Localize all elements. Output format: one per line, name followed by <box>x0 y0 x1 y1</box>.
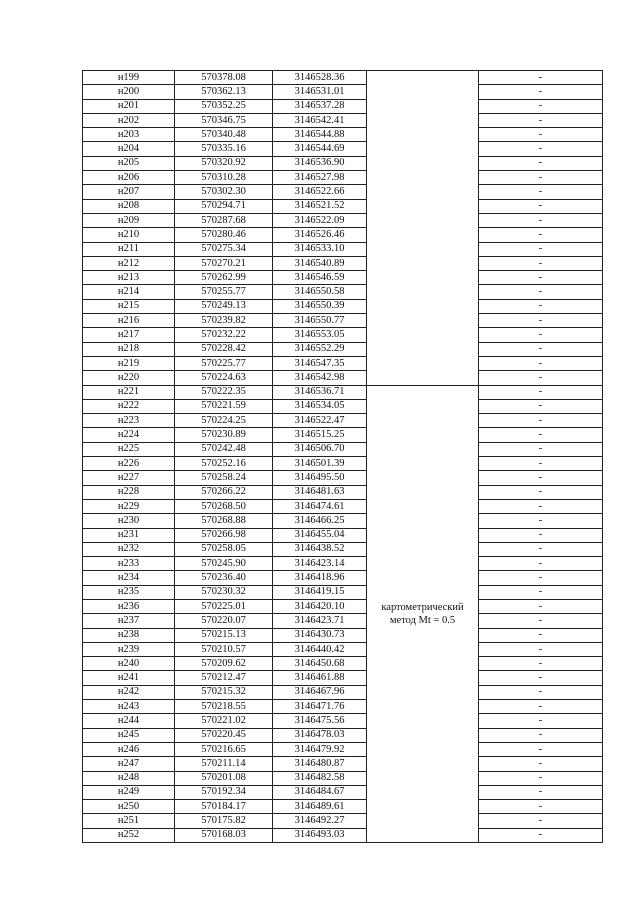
table-row <box>83 642 603 656</box>
table-row <box>83 614 603 628</box>
dash-cell: - <box>479 628 603 642</box>
x-coordinate-cell: 570275.34 <box>175 242 273 256</box>
dash-cell: - <box>479 514 603 528</box>
table-row <box>83 242 603 256</box>
y-coordinate-cell: 3146521.52 <box>273 199 367 213</box>
x-coordinate-cell: 570340.48 <box>175 128 273 142</box>
y-coordinate-cell: 3146493.03 <box>273 828 367 842</box>
method-label-line2: метод Mt = 0.5 <box>389 615 456 627</box>
table-row <box>83 328 603 342</box>
point-id-cell: н234 <box>83 571 175 585</box>
dash-cell: - <box>479 742 603 756</box>
y-coordinate-cell: 3146537.28 <box>273 99 367 113</box>
x-coordinate-cell: 570218.55 <box>175 700 273 714</box>
point-id-cell: н216 <box>83 314 175 328</box>
y-coordinate-cell: 3146471.76 <box>273 700 367 714</box>
x-coordinate-cell: 570262.99 <box>175 271 273 285</box>
y-coordinate-cell: 3146474.61 <box>273 499 367 513</box>
y-coordinate-cell: 3146506.70 <box>273 442 367 456</box>
dash-cell: - <box>479 99 603 113</box>
y-coordinate-cell: 3146522.47 <box>273 414 367 428</box>
y-coordinate-cell: 3146484.67 <box>273 785 367 799</box>
dash-cell: - <box>479 657 603 671</box>
point-id-cell: н219 <box>83 356 175 370</box>
x-coordinate-cell: 570228.42 <box>175 342 273 356</box>
x-coordinate-cell: 570209.62 <box>175 657 273 671</box>
table-row <box>83 285 603 299</box>
x-coordinate-cell: 570294.71 <box>175 199 273 213</box>
dash-cell: - <box>479 228 603 242</box>
point-id-cell: н221 <box>83 385 175 399</box>
dash-cell: - <box>479 171 603 185</box>
dash-cell: - <box>479 128 603 142</box>
x-coordinate-cell: 570245.90 <box>175 557 273 571</box>
x-coordinate-cell: 570212.47 <box>175 671 273 685</box>
dash-cell: - <box>479 185 603 199</box>
point-id-cell: н209 <box>83 213 175 227</box>
dash-cell: - <box>479 642 603 656</box>
dash-cell: - <box>479 700 603 714</box>
point-id-cell: н201 <box>83 99 175 113</box>
point-id-cell: н227 <box>83 471 175 485</box>
x-coordinate-cell: 570266.98 <box>175 528 273 542</box>
y-coordinate-cell: 3146547.35 <box>273 356 367 370</box>
table-row <box>83 356 603 370</box>
dash-cell: - <box>479 614 603 628</box>
y-coordinate-cell: 3146420.10 <box>273 599 367 613</box>
table-row <box>83 700 603 714</box>
table-row <box>83 299 603 313</box>
x-coordinate-cell: 570270.21 <box>175 256 273 270</box>
dash-cell: - <box>479 757 603 771</box>
table-row <box>83 128 603 142</box>
point-id-cell: н247 <box>83 757 175 771</box>
point-id-cell: н231 <box>83 528 175 542</box>
dash-cell: - <box>479 256 603 270</box>
x-coordinate-cell: 570220.07 <box>175 614 273 628</box>
x-coordinate-cell: 570225.01 <box>175 599 273 613</box>
table-row <box>83 85 603 99</box>
y-coordinate-cell: 3146423.14 <box>273 557 367 571</box>
point-id-cell: н224 <box>83 428 175 442</box>
point-id-cell: н204 <box>83 142 175 156</box>
table-row <box>83 828 603 842</box>
table-row <box>83 771 603 785</box>
y-coordinate-cell: 3146423.71 <box>273 614 367 628</box>
point-id-cell: н218 <box>83 342 175 356</box>
table-row <box>83 428 603 442</box>
dash-cell: - <box>479 599 603 613</box>
y-coordinate-cell: 3146546.59 <box>273 271 367 285</box>
dash-cell: - <box>479 528 603 542</box>
point-id-cell: н250 <box>83 800 175 814</box>
point-id-cell: н245 <box>83 728 175 742</box>
dash-cell: - <box>479 414 603 428</box>
x-coordinate-cell: 570268.88 <box>175 514 273 528</box>
table-row <box>83 800 603 814</box>
method-label-line1: картометрический <box>381 602 464 614</box>
table-row <box>83 342 603 356</box>
y-coordinate-cell: 3146440.42 <box>273 642 367 656</box>
y-coordinate-cell: 3146438.52 <box>273 542 367 556</box>
x-coordinate-cell: 570215.32 <box>175 685 273 699</box>
table-row <box>83 414 603 428</box>
x-coordinate-cell: 570258.24 <box>175 471 273 485</box>
dash-cell: - <box>479 71 603 85</box>
dash-cell: - <box>479 314 603 328</box>
x-coordinate-cell: 570221.02 <box>175 714 273 728</box>
x-coordinate-cell: 570266.22 <box>175 485 273 499</box>
dash-cell: - <box>479 285 603 299</box>
dash-cell: - <box>479 356 603 370</box>
y-coordinate-cell: 3146419.15 <box>273 585 367 599</box>
point-id-cell: н202 <box>83 113 175 127</box>
y-coordinate-cell: 3146495.50 <box>273 471 367 485</box>
x-coordinate-cell: 570225.77 <box>175 356 273 370</box>
dash-cell: - <box>479 242 603 256</box>
y-coordinate-cell: 3146466.25 <box>273 514 367 528</box>
table-row <box>83 814 603 828</box>
table-row <box>83 156 603 170</box>
coordinates-table-body <box>83 71 603 843</box>
y-coordinate-cell: 3146540.89 <box>273 256 367 270</box>
y-coordinate-cell: 3146531.01 <box>273 85 367 99</box>
point-id-cell: н251 <box>83 814 175 828</box>
x-coordinate-cell: 570239.82 <box>175 314 273 328</box>
dash-cell: - <box>479 728 603 742</box>
dash-cell: - <box>479 399 603 413</box>
y-coordinate-cell: 3146533.10 <box>273 242 367 256</box>
y-coordinate-cell: 3146489.61 <box>273 800 367 814</box>
table-row <box>83 599 603 613</box>
dash-cell: - <box>479 542 603 556</box>
table-row <box>83 442 603 456</box>
x-coordinate-cell: 570230.32 <box>175 585 273 599</box>
point-id-cell: н242 <box>83 685 175 699</box>
table-row <box>83 728 603 742</box>
point-id-cell: н237 <box>83 614 175 628</box>
y-coordinate-cell: 3146553.05 <box>273 328 367 342</box>
table-row <box>83 371 603 385</box>
y-coordinate-cell: 3146430.73 <box>273 628 367 642</box>
point-id-cell: н241 <box>83 671 175 685</box>
dash-cell: - <box>479 113 603 127</box>
dash-cell: - <box>479 85 603 99</box>
point-id-cell: н215 <box>83 299 175 313</box>
y-coordinate-cell: 3146479.92 <box>273 742 367 756</box>
table-row <box>83 671 603 685</box>
x-coordinate-cell: 570346.75 <box>175 113 273 127</box>
x-coordinate-cell: 570335.16 <box>175 142 273 156</box>
point-id-cell: н210 <box>83 228 175 242</box>
y-coordinate-cell: 3146461.88 <box>273 671 367 685</box>
table-row <box>83 757 603 771</box>
y-coordinate-cell: 3146480.87 <box>273 757 367 771</box>
y-coordinate-cell: 3146536.71 <box>273 385 367 399</box>
point-id-cell: н205 <box>83 156 175 170</box>
x-coordinate-cell: 570280.46 <box>175 228 273 242</box>
table-row <box>83 514 603 528</box>
y-coordinate-cell: 3146455.04 <box>273 528 367 542</box>
x-coordinate-cell: 570168.03 <box>175 828 273 842</box>
point-id-cell: н217 <box>83 328 175 342</box>
dash-cell: - <box>479 485 603 499</box>
dash-cell: - <box>479 299 603 313</box>
point-id-cell: н232 <box>83 542 175 556</box>
table-row <box>83 385 603 399</box>
x-coordinate-cell: 570224.25 <box>175 414 273 428</box>
point-id-cell: н203 <box>83 128 175 142</box>
x-coordinate-cell: 570236.40 <box>175 571 273 585</box>
y-coordinate-cell: 3146552.29 <box>273 342 367 356</box>
point-id-cell: н229 <box>83 499 175 513</box>
point-id-cell: н213 <box>83 271 175 285</box>
y-coordinate-cell: 3146542.98 <box>273 371 367 385</box>
table-row <box>83 457 603 471</box>
point-id-cell: н252 <box>83 828 175 842</box>
point-id-cell: н207 <box>83 185 175 199</box>
x-coordinate-cell: 570175.82 <box>175 814 273 828</box>
x-coordinate-cell: 570258.05 <box>175 542 273 556</box>
y-coordinate-cell: 3146536.90 <box>273 156 367 170</box>
dash-cell: - <box>479 771 603 785</box>
dash-cell: - <box>479 371 603 385</box>
x-coordinate-cell: 570222.35 <box>175 385 273 399</box>
table-row <box>83 228 603 242</box>
table-row <box>83 185 603 199</box>
table-row <box>83 99 603 113</box>
y-coordinate-cell: 3146475.56 <box>273 714 367 728</box>
dash-cell: - <box>479 499 603 513</box>
y-coordinate-cell: 3146534.05 <box>273 399 367 413</box>
x-coordinate-cell: 570232.22 <box>175 328 273 342</box>
dash-cell: - <box>479 800 603 814</box>
table-row <box>83 71 603 85</box>
y-coordinate-cell: 3146501.39 <box>273 457 367 471</box>
y-coordinate-cell: 3146550.77 <box>273 314 367 328</box>
method-cell <box>367 385 479 843</box>
dash-cell: - <box>479 142 603 156</box>
point-id-cell: н249 <box>83 785 175 799</box>
point-id-cell: н238 <box>83 628 175 642</box>
point-id-cell: н239 <box>83 642 175 656</box>
dash-cell: - <box>479 785 603 799</box>
table-row <box>83 542 603 556</box>
table-row <box>83 199 603 213</box>
point-id-cell: н228 <box>83 485 175 499</box>
table-row <box>83 685 603 699</box>
y-coordinate-cell: 3146450.68 <box>273 657 367 671</box>
dash-cell: - <box>479 385 603 399</box>
y-coordinate-cell: 3146467.96 <box>273 685 367 699</box>
dash-cell: - <box>479 271 603 285</box>
dash-cell: - <box>479 442 603 456</box>
point-id-cell: н214 <box>83 285 175 299</box>
table-row <box>83 557 603 571</box>
x-coordinate-cell: 570252.16 <box>175 457 273 471</box>
y-coordinate-cell: 3146481.63 <box>273 485 367 499</box>
table-row <box>83 113 603 127</box>
point-id-cell: н236 <box>83 599 175 613</box>
x-coordinate-cell: 570224.63 <box>175 371 273 385</box>
x-coordinate-cell: 570352.25 <box>175 99 273 113</box>
y-coordinate-cell: 3146527.98 <box>273 171 367 185</box>
coordinates-table <box>82 70 603 843</box>
x-coordinate-cell: 570211.14 <box>175 757 273 771</box>
x-coordinate-cell: 570216.65 <box>175 742 273 756</box>
table-row <box>83 256 603 270</box>
dash-cell: - <box>479 328 603 342</box>
y-coordinate-cell: 3146550.58 <box>273 285 367 299</box>
y-coordinate-cell: 3146526.46 <box>273 228 367 242</box>
table-row <box>83 213 603 227</box>
y-coordinate-cell: 3146550.39 <box>273 299 367 313</box>
x-coordinate-cell: 570230.89 <box>175 428 273 442</box>
dash-cell: - <box>479 457 603 471</box>
dash-cell: - <box>479 685 603 699</box>
x-coordinate-cell: 570210.57 <box>175 642 273 656</box>
y-coordinate-cell: 3146528.36 <box>273 71 367 85</box>
table-row <box>83 171 603 185</box>
y-coordinate-cell: 3146544.88 <box>273 128 367 142</box>
y-coordinate-cell: 3146482.58 <box>273 771 367 785</box>
point-id-cell: н211 <box>83 242 175 256</box>
method-cell-empty <box>367 71 479 386</box>
table-row <box>83 628 603 642</box>
point-id-cell: н200 <box>83 85 175 99</box>
table-row <box>83 571 603 585</box>
point-id-cell: н212 <box>83 256 175 270</box>
point-id-cell: н223 <box>83 414 175 428</box>
table-row <box>83 785 603 799</box>
x-coordinate-cell: 570255.77 <box>175 285 273 299</box>
dash-cell: - <box>479 471 603 485</box>
point-id-cell: н208 <box>83 199 175 213</box>
x-coordinate-cell: 570302.30 <box>175 185 273 199</box>
dash-cell: - <box>479 671 603 685</box>
dash-cell: - <box>479 585 603 599</box>
dash-cell: - <box>479 156 603 170</box>
x-coordinate-cell: 570320.92 <box>175 156 273 170</box>
point-id-cell: н230 <box>83 514 175 528</box>
point-id-cell: н206 <box>83 171 175 185</box>
table-row <box>83 142 603 156</box>
table-row <box>83 471 603 485</box>
point-id-cell: н222 <box>83 399 175 413</box>
point-id-cell: н235 <box>83 585 175 599</box>
y-coordinate-cell: 3146544.69 <box>273 142 367 156</box>
x-coordinate-cell: 570215.13 <box>175 628 273 642</box>
point-id-cell: н248 <box>83 771 175 785</box>
dash-cell: - <box>479 828 603 842</box>
dash-cell: - <box>479 199 603 213</box>
table-row <box>83 657 603 671</box>
point-id-cell: н244 <box>83 714 175 728</box>
y-coordinate-cell: 3146522.09 <box>273 213 367 227</box>
y-coordinate-cell: 3146522.66 <box>273 185 367 199</box>
table-row <box>83 714 603 728</box>
point-id-cell: н220 <box>83 371 175 385</box>
x-coordinate-cell: 570268.50 <box>175 499 273 513</box>
x-coordinate-cell: 570220.45 <box>175 728 273 742</box>
dash-cell: - <box>479 557 603 571</box>
point-id-cell: н233 <box>83 557 175 571</box>
dash-cell: - <box>479 714 603 728</box>
x-coordinate-cell: 570362.13 <box>175 85 273 99</box>
point-id-cell: н225 <box>83 442 175 456</box>
table-row <box>83 499 603 513</box>
table-row <box>83 742 603 756</box>
dash-cell: - <box>479 571 603 585</box>
y-coordinate-cell: 3146492.27 <box>273 814 367 828</box>
x-coordinate-cell: 570201.08 <box>175 771 273 785</box>
table-row <box>83 485 603 499</box>
x-coordinate-cell: 570249.13 <box>175 299 273 313</box>
dash-cell: - <box>479 213 603 227</box>
x-coordinate-cell: 570192.34 <box>175 785 273 799</box>
table-row <box>83 585 603 599</box>
x-coordinate-cell: 570184.17 <box>175 800 273 814</box>
point-id-cell: н226 <box>83 457 175 471</box>
x-coordinate-cell: 570310.28 <box>175 171 273 185</box>
dash-cell: - <box>479 342 603 356</box>
x-coordinate-cell: 570221.59 <box>175 399 273 413</box>
dash-cell: - <box>479 814 603 828</box>
table-row <box>83 399 603 413</box>
x-coordinate-cell: 570378.08 <box>175 71 273 85</box>
point-id-cell: н240 <box>83 657 175 671</box>
table-row <box>83 528 603 542</box>
point-id-cell: н199 <box>83 71 175 85</box>
dash-cell: - <box>479 428 603 442</box>
y-coordinate-cell: 3146478.03 <box>273 728 367 742</box>
point-id-cell: н243 <box>83 700 175 714</box>
x-coordinate-cell: 570287.68 <box>175 213 273 227</box>
table-row <box>83 271 603 285</box>
y-coordinate-cell: 3146515.25 <box>273 428 367 442</box>
x-coordinate-cell: 570242.48 <box>175 442 273 456</box>
point-id-cell: н246 <box>83 742 175 756</box>
y-coordinate-cell: 3146542.41 <box>273 113 367 127</box>
y-coordinate-cell: 3146418.96 <box>273 571 367 585</box>
table-row <box>83 314 603 328</box>
